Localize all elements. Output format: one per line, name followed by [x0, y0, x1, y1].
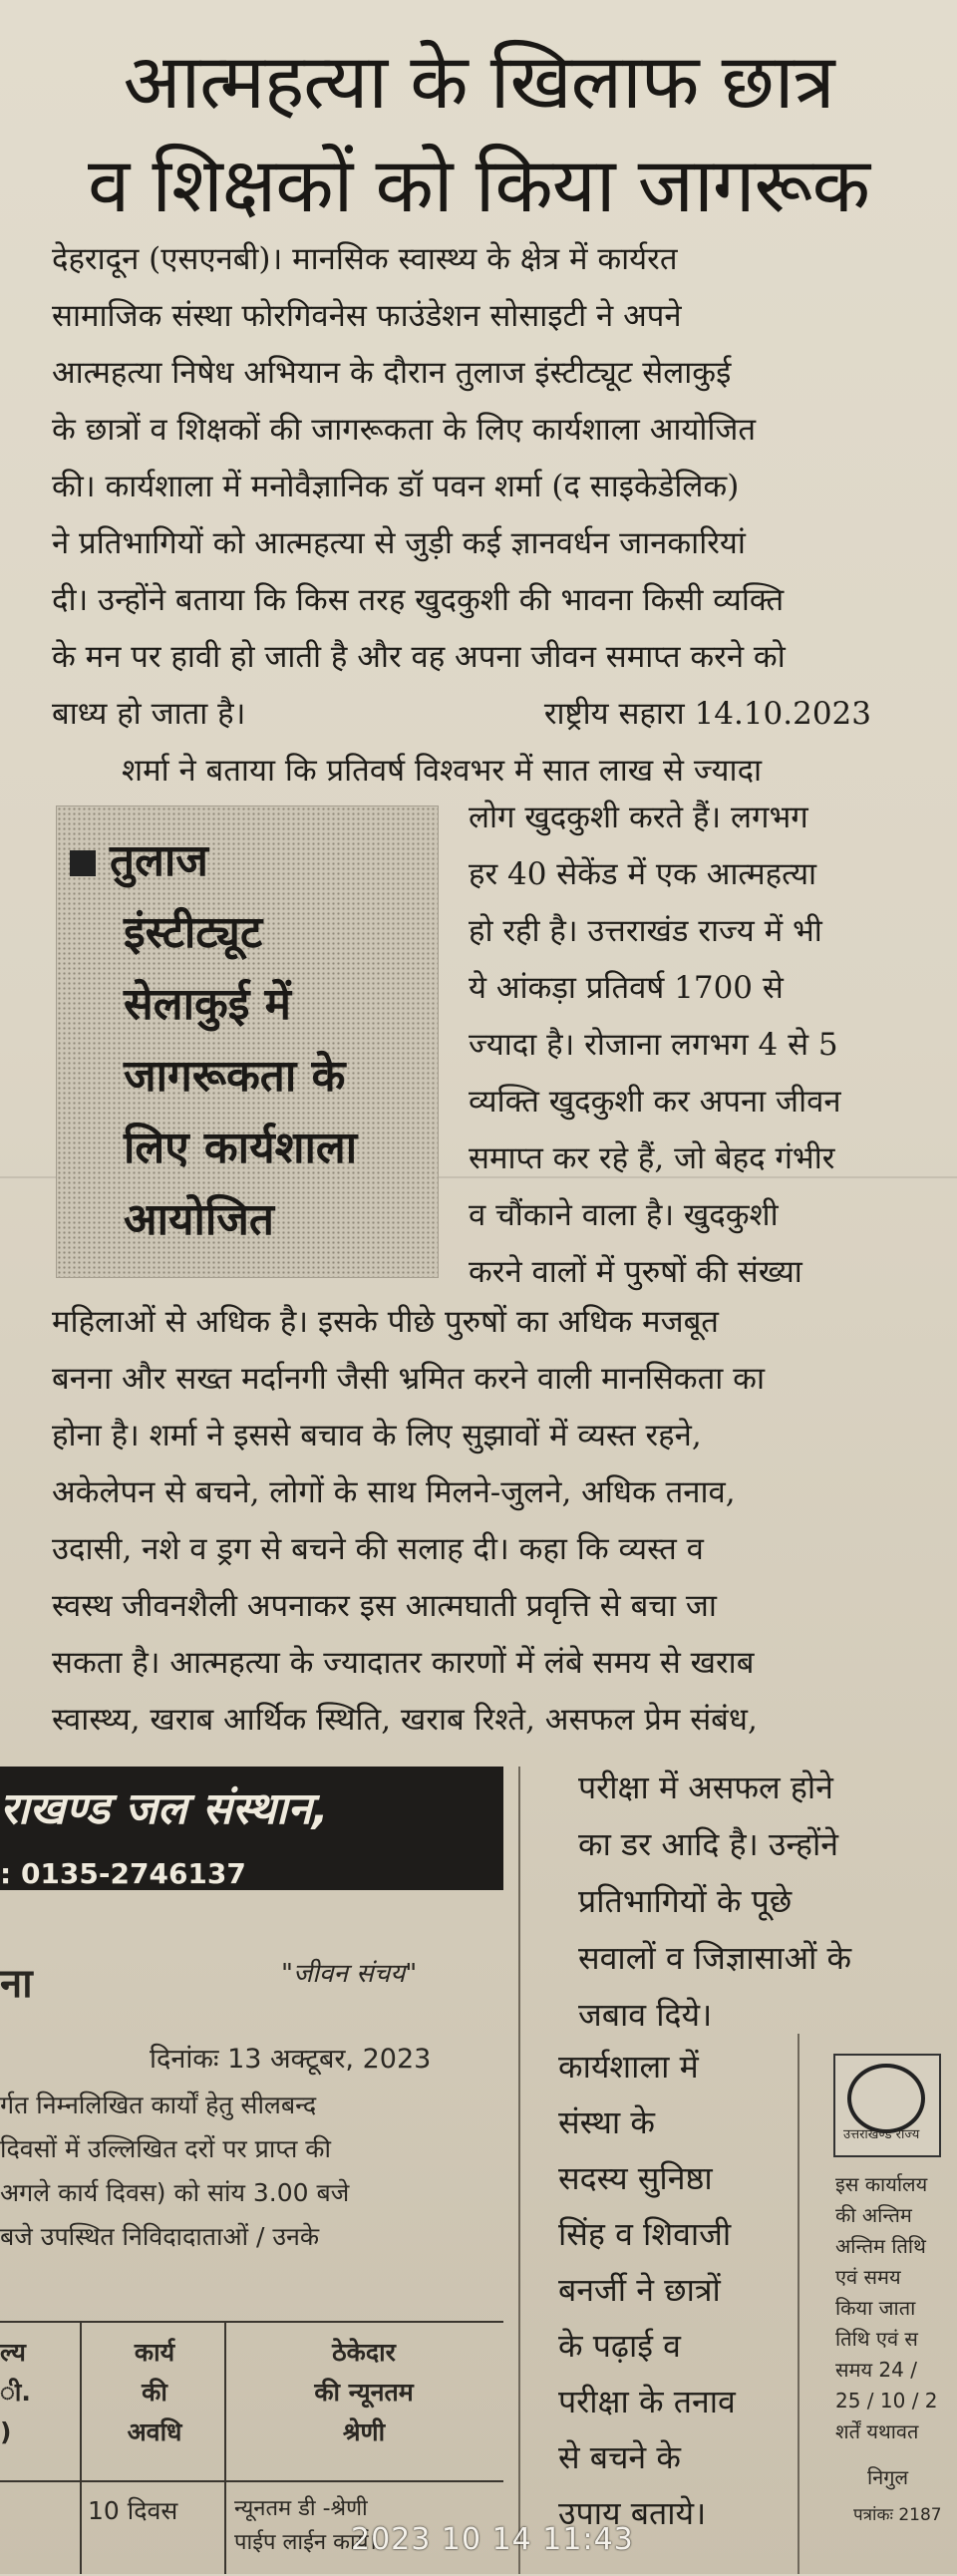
continuation-line: महिलाओं से अधिक है। इसके पीछे पुरुषों का अधिक मजबूत: [52, 1304, 719, 1340]
table-cell: न्यूनतम डी -श्रेणी पाईप लाईन कार्य।: [234, 2496, 377, 2555]
highlight-line: आयोजित: [124, 1194, 275, 1245]
article-continuation: [52, 1294, 919, 1749]
ad-notice-line: बजे उपस्थित निविदादाताओं / उनके: [0, 2222, 320, 2251]
narrow-line: संस्था के: [558, 2103, 655, 2141]
intro-line: सामाजिक संस्था फोरगिवनेस फाउंडेशन सोसाइटी ने अपने: [52, 298, 682, 334]
article-headline: [40, 30, 917, 237]
logo-caption: उत्तराखण्ड राज्य: [843, 2127, 920, 2142]
ad-phone: : 0135-2746137: [0, 1857, 246, 1890]
narrow-line: का डर आदि है। उन्होंने: [578, 1825, 839, 1863]
intro-line: आत्महत्या निषेध अभियान के दौरान तुलाज इंस्टीट्यूट सेलाकुई: [52, 355, 732, 391]
intro-line: ने प्रतिभागियों को आत्महत्या से जुड़ी कई ज्ञानवर्धन जानकारियां: [52, 525, 746, 561]
right-ad-line: की अन्तिम: [835, 2203, 912, 2227]
photo-timestamp: 2023 10 14 11:43: [351, 2522, 634, 2557]
narrow-line: बनर्जी ने छात्रों: [558, 2271, 721, 2309]
right-ad-line: तिथि एवं स: [835, 2327, 918, 2351]
continuation-line: अकेलेपन से बचने, लोगों के साथ मिलने-जुलने, अधिक तनाव,: [52, 1474, 736, 1510]
continuation-line: स्वास्थ्य, खराब आर्थिक स्थिति, खराब रिश्ते, असफल प्रेम संबंध,: [52, 1702, 758, 1738]
right-ad-line: किया जाता: [835, 2296, 916, 2320]
right-ad-line: एवं समय: [835, 2265, 901, 2289]
highlight-line: जागरूकता के: [124, 1051, 346, 1102]
highlight-line: सेलाकुई में: [124, 979, 291, 1030]
column-line: व्यक्ति खुदकुशी कर अपना जीवन: [469, 1084, 841, 1120]
continuation-line: बनना और सख्त मर्दानगी जैसी भ्रमित करने वाली मानसिकता का: [52, 1361, 766, 1397]
table-divider: [80, 2321, 82, 2574]
narrow-line: सवालों व जिज्ञासाओं के: [578, 1939, 852, 1977]
intro-line: शर्मा ने बताया कि प्रतिवर्ष विश्वभर में सात लाख से ज्यादा: [122, 753, 763, 789]
right-ad-line: अन्तिम तिथि: [835, 2234, 926, 2258]
headline-line-2: व शिक्षकों को किया जागरूक: [88, 141, 869, 229]
article-narrow-column-a: [578, 1760, 887, 2044]
ad-date: दिनांकः 13 अक्टूबर, 2023: [150, 2044, 432, 2075]
table-divider: [224, 2321, 226, 2574]
column-line: हर 40 सेकेंड में एक आत्महत्या: [469, 856, 817, 892]
column-line: ज्यादा है। रोजाना लगभग 4 से 5: [469, 1027, 838, 1063]
ad-notice-mark: ना: [0, 1961, 33, 2007]
right-ad-line: पत्रांकः 2187: [853, 2505, 942, 2525]
intro-line: की। कार्यशाला में मनोवैज्ञानिक डॉ पवन शर्मा (द साइकेडेलिक): [52, 469, 740, 504]
column-divider: [798, 2034, 799, 2574]
continuation-line: स्वस्थ जीवनशैली अपनाकर इस आत्मघाती प्रवृत्ति से बचा जा: [52, 1588, 717, 1624]
ad-notice-line: दिवसों में उल्लिखित दरों पर प्राप्त की: [0, 2134, 331, 2163]
narrow-line: सदस्य सुनिष्ठा: [558, 2159, 713, 2197]
article-narrow-column-b: [558, 2039, 788, 2541]
intro-line: देहरादून (एसएनबी)। मानसिक स्वास्थ्य के क्षेत्र में कार्यरत: [52, 241, 678, 277]
column-divider: [518, 1767, 520, 2574]
ad-notice-line: र्गत निम्नलिखित कार्यों हेतु सीलबन्द: [0, 2091, 317, 2119]
ad-title: राखण्ड जल संस्थान,: [0, 1783, 329, 1834]
intro-line: के छात्रों व शिक्षकों की जागरूकता के लिए कार्यशाला आयोजित: [52, 412, 757, 448]
highlight-line-text: तुलाज: [110, 835, 208, 886]
article-intro: [52, 231, 919, 800]
column-line: ये आंकड़ा प्रतिवर्ष 1700 से: [469, 970, 784, 1006]
narrow-line: के पढ़ाई व: [558, 2327, 681, 2365]
ad-notice-line: अगले कार्य दिवस) को सांय 3.00 बजे: [0, 2178, 350, 2207]
narrow-line: सिंह व शिवाजी: [558, 2215, 732, 2253]
table-header: ल्य ी. ): [0, 2338, 31, 2446]
right-ad-line: निगुल: [867, 2465, 909, 2489]
headline-line-1: आत्महत्या के खिलाफ छात्र: [123, 37, 834, 126]
narrow-line: प्रतिभागियों के पूछे: [578, 1882, 793, 1920]
narrow-line: से बचने के: [558, 2438, 681, 2476]
continuation-line: सकता है। आत्महत्या के ज्यादातर कारणों में लंबे समय से खराब: [52, 1645, 755, 1681]
intro-line: दी। उन्होंने बताया कि किस तरह खुदकुशी की भावना किसी व्यक्ति: [52, 582, 785, 618]
narrow-line: उपाय बताये।: [558, 2494, 707, 2532]
square-bullet-icon: [70, 850, 96, 876]
table-header: कार्य की अवधि: [127, 2338, 182, 2446]
narrow-line: कार्यशाला में: [558, 2048, 699, 2086]
narrow-line: परीक्षा में असफल होने: [578, 1769, 833, 1806]
intro-line: के मन पर हावी हो जाती है और वह अपना जीवन समाप्त करने को: [52, 639, 786, 675]
column-line: हो रही है। उत्तराखंड राज्य में भी: [469, 913, 822, 949]
narrow-line: जबाव दिये।: [578, 1996, 713, 2034]
column-line: लोग खुदकुशी करते हैं। लगभग: [469, 800, 808, 835]
continuation-line: होना है। शर्मा ने इससे बचाव के लिए सुझावों में व्यस्त रहने,: [52, 1418, 702, 1453]
narrow-line: परीक्षा के तनाव: [558, 2383, 736, 2420]
highlight-text: [70, 825, 429, 1256]
column-line: करने वालों में पुरुषों की संख्या: [469, 1254, 802, 1290]
right-ad-line: 25 / 10 / 2: [835, 2389, 938, 2413]
intro-line: बाध्य हो जाता है।: [52, 696, 246, 732]
column-line: समाप्त कर रहे हैं, जो बेहद गंभीर: [469, 1140, 835, 1176]
highlight-line: इंस्टीट्यूट: [124, 907, 263, 958]
highlight-line: लिए कार्यशाला: [124, 1123, 358, 1173]
article-right-column: [469, 790, 917, 1301]
continuation-line: उदासी, नशे व ड्रग से बचने की सलाह दी। कहा कि व्यस्त व: [52, 1531, 704, 1567]
highlight-line: [70, 825, 429, 897]
table-divider: [0, 2480, 503, 2482]
table-cell: 10 दिवस: [88, 2496, 178, 2525]
right-ad-line: इस कार्यालय: [835, 2172, 928, 2196]
column-line: व चौंकाने वाला है। खुदकुशी: [469, 1197, 779, 1233]
intro-last-row: [52, 686, 919, 743]
right-ad-line: समय 24 /: [835, 2358, 917, 2382]
table-header: ठेकेदार की न्यूनतम श्रेणी: [314, 2338, 414, 2446]
ad-slogan: "जीवन संचय": [281, 1959, 418, 1989]
right-ad-line: शर्तें यथावत: [835, 2419, 919, 2443]
newspaper-credit: राष्ट्रीय सहारा 14.10.2023: [543, 696, 871, 732]
